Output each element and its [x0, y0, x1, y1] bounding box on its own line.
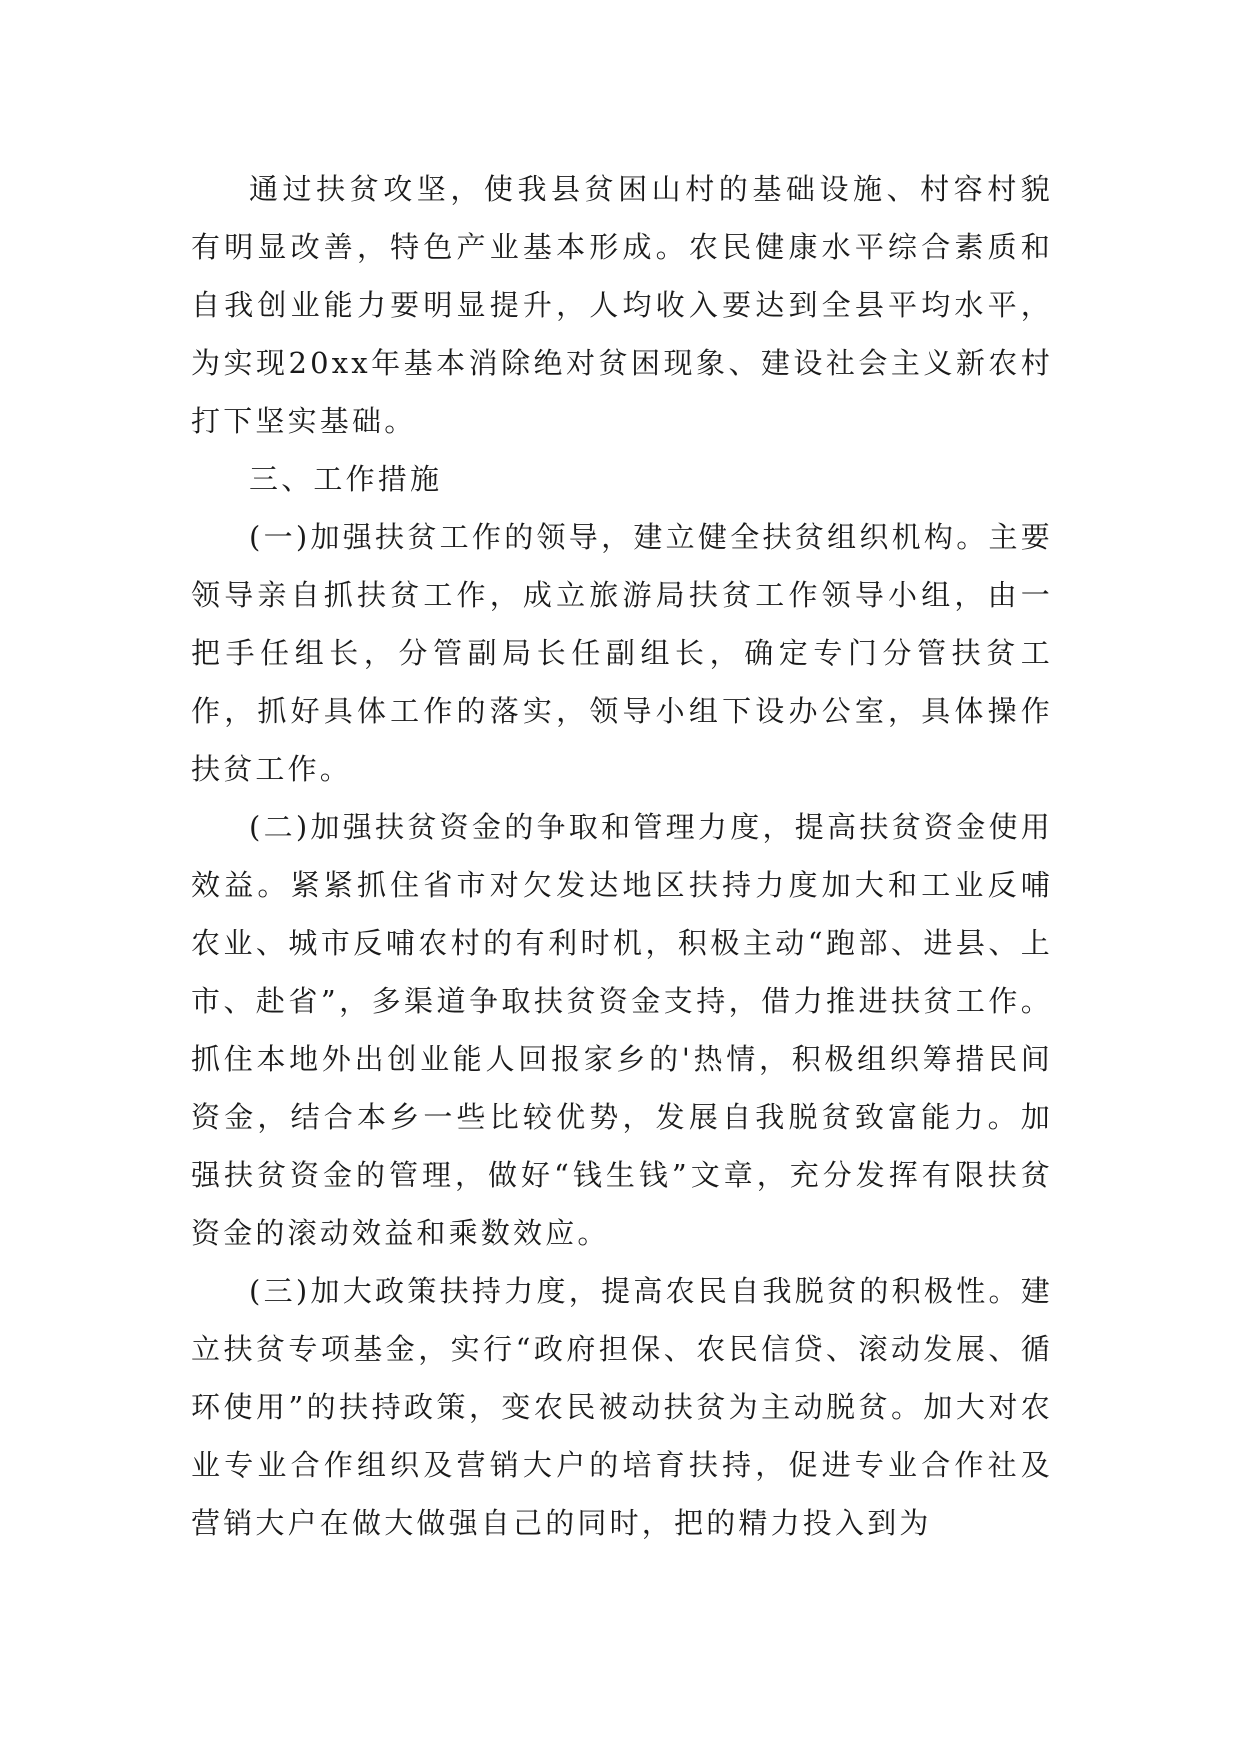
- document-body: [191, 160, 1053, 1552]
- paragraph-measure-1: (一)加强扶贫工作的领导，建立健全扶贫组织机构。主要领导亲自抓扶贫工作，成立旅游局扶贫工作领导小组，由一把手任组长，分管副局长任副组长，确定专门分管扶贫工作，抓好具体工作的落实，领导小组下设办公室，具体操作扶贫工作。: [191, 520, 1053, 786]
- paragraph-measure-2: (二)加强扶贫资金的争取和管理力度，提高扶贫资金使用效益。紧紧抓住省市对欠发达地区扶持力度加大和工业反哺农业、城市反哺农村的有利时机，积极主动“跑部、进县、上市、赴省”，多渠道争取扶贫资金支持，借力推进扶贫工作。抓住本地外出创业能人回报家乡的'热情，积极组织筹措民间资金，结合本乡一些比较优势，发展自我脱贫致富能力。加强扶贫资金的管理，做好“钱生钱”文章，充分发挥有限扶贫资金的滚动效益和乘数效应。: [191, 810, 1053, 1250]
- section-heading-measures: 三、工作措施: [249, 462, 443, 496]
- paragraph-measure-3: (三)加大政策扶持力度，提高农民自我脱贫的积极性。建立扶贫专项基金，实行“政府担保、农民信贷、滚动发展、循环使用”的扶持政策，变农民被动扶贫为主动脱贫。加大对农业专业合作组织及营销大户的培育扶持，促进专业合作社及营销大户在做大做强自己的同时，把的精力投入到为: [191, 1274, 1053, 1540]
- paragraph-goal: 通过扶贫攻坚，使我县贫困山村的基础设施、村容村貌有明显改善，特色产业基本形成。农民健康水平综合素质和自我创业能力要明显提升，人均收入要达到全县平均水平，为实现20xx年基本消除绝对贫困现象、建设社会主义新农村打下坚实基础。: [191, 172, 1053, 438]
